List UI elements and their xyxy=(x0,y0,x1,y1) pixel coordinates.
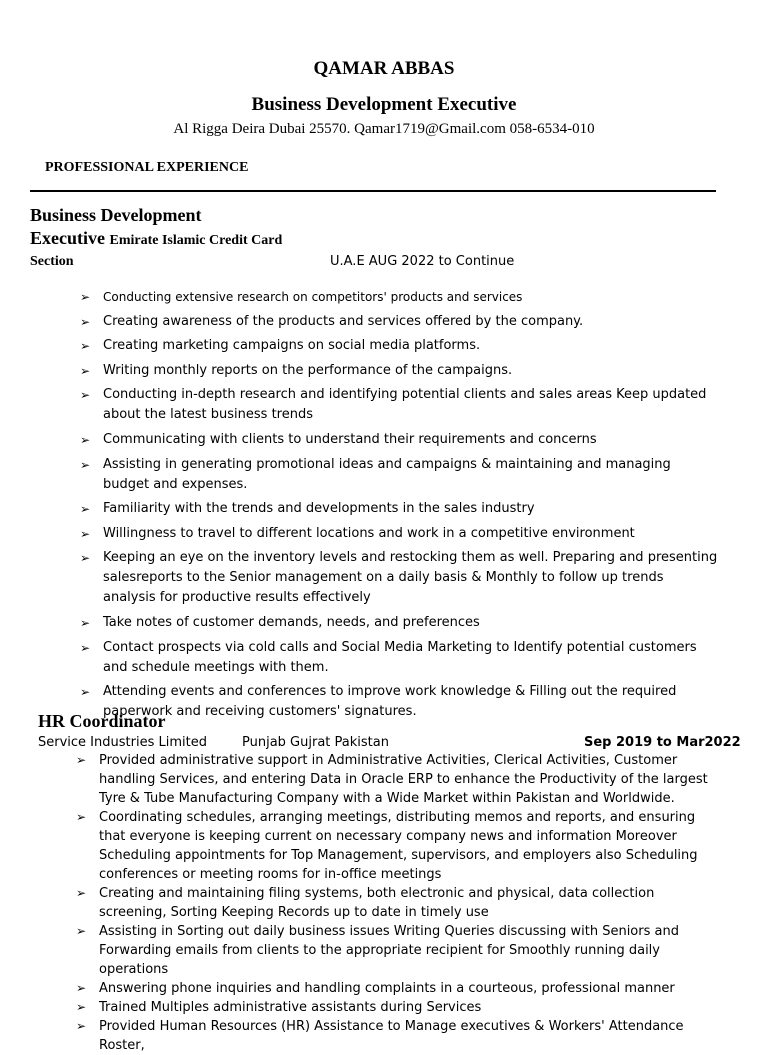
arrow-bullet-icon: ➢ xyxy=(76,886,87,900)
arrow-bullet-icon: ➢ xyxy=(80,388,91,403)
list-item xyxy=(80,430,720,450)
list-item xyxy=(76,922,724,979)
list-item xyxy=(80,455,720,495)
list-item-text: Keeping an eye on the inventory levels and restocking them as well. Preparing and presenting salesreports to the Senior management on a daily basis & Monthly to follow up trends analysis for productive results effectively xyxy=(103,550,718,606)
section-heading: PROFESSIONAL EXPERIENCE xyxy=(45,160,249,175)
arrow-bullet-icon: ➢ xyxy=(80,526,91,541)
arrow-bullet-icon: ➢ xyxy=(76,810,87,824)
arrow-bullet-icon: ➢ xyxy=(80,432,91,447)
arrow-bullet-icon: ➢ xyxy=(80,457,91,472)
list-item xyxy=(76,751,724,808)
arrow-bullet-icon: ➢ xyxy=(80,339,91,354)
job2-bullet-list xyxy=(76,751,724,1055)
contact-line: Al Rigga Deira Dubai 25570. Qamar1719@Gmail.com 058-6534-010 xyxy=(173,121,595,137)
list-item xyxy=(80,638,720,678)
list-item-text: Creating marketing campaigns on social media platforms. xyxy=(103,338,481,354)
list-item xyxy=(76,979,724,998)
arrow-bullet-icon: ➢ xyxy=(76,753,87,767)
list-item xyxy=(80,682,720,722)
candidate-name: QAMAR ABBAS xyxy=(313,58,455,79)
job1-section-label: Section xyxy=(30,254,74,269)
list-item xyxy=(76,808,724,884)
list-item-text: Conducting in-depth research and identifying potential clients and sales areas Keep updated about the latest business trends xyxy=(103,387,707,423)
arrow-bullet-icon: ➢ xyxy=(80,551,91,566)
list-item xyxy=(76,884,724,922)
job1-title-line1: Business Development xyxy=(30,205,202,225)
list-item-text: Take notes of customer demands, needs, and preferences xyxy=(103,614,480,630)
list-item-text: Provided administrative support in Administrative Activities, Clerical Activities, Customer handling Services, and entering Data in Oracle ERP to enhance the Productivity of the largest Tyre & Tube Manufacturing Company with a Wide Market within Pakistan and Worldwide. xyxy=(99,753,708,806)
list-item xyxy=(76,998,724,1017)
job1-company: Emirate Islamic Credit Card xyxy=(109,233,283,248)
arrow-bullet-icon: ➢ xyxy=(80,640,91,655)
job2-company: Service Industries Limited xyxy=(38,735,207,750)
list-item-text: Creating and maintaining filing systems, both electronic and physical, data collection screening, Sorting Keeping Records up to date in timely use xyxy=(99,886,655,920)
list-item-text: Coordinating schedules, arranging meetings, distributing memos and reports, and ensuring that everyone is keeping current on necessary company news and information Moreover Scheduling appointments for Top Management, supervisors, and employers also Scheduling conferences or meeting rooms for in-office meetings xyxy=(99,810,698,882)
list-item xyxy=(80,499,720,519)
arrow-bullet-icon: ➢ xyxy=(80,314,91,329)
list-item-text: Creating awareness of the products and services offered by the company. xyxy=(103,313,584,329)
arrow-bullet-icon: ➢ xyxy=(76,981,87,995)
job2-title: HR Coordinator xyxy=(38,711,166,731)
list-item-text: Assisting in Sorting out daily business issues Writing Queries discussing with Seniors and Forwarding emails from clients to the appropriate recipient for Smoothly running daily operations xyxy=(99,924,679,977)
arrow-bullet-icon: ➢ xyxy=(76,1000,87,1014)
list-item xyxy=(80,548,720,608)
job2-date: Sep 2019 to Mar2022 xyxy=(584,735,741,750)
list-item-text: Trained Multiples administrative assistants during Services xyxy=(99,1000,482,1015)
list-item-text: Communicating with clients to understand their requirements and concerns xyxy=(103,431,597,447)
list-item xyxy=(76,1017,724,1055)
arrow-bullet-icon: ➢ xyxy=(80,502,91,517)
job1-title-line2 xyxy=(30,228,282,249)
arrow-bullet-icon: ➢ xyxy=(80,685,91,700)
job2-location: Punjab Gujrat Pakistan xyxy=(242,735,389,750)
list-item-text: Assisting in generating promotional ideas and campaigns & maintaining and managing budget and expenses. xyxy=(103,456,671,492)
arrow-bullet-icon: ➢ xyxy=(76,1019,87,1033)
job1-bullet-list xyxy=(80,287,720,727)
list-item-text: Willingness to travel to different locations and work in a competitive environment xyxy=(103,525,635,541)
list-item-text: Conducting extensive research on competitors' products and services xyxy=(103,290,523,304)
list-item-text: Provided Human Resources (HR) Assistance to Manage executives & Workers' Attendance Roster, xyxy=(99,1019,684,1053)
list-item xyxy=(80,613,720,633)
list-item xyxy=(80,524,720,544)
job1-date: U.A.E AUG 2022 to Continue xyxy=(330,254,515,269)
list-item xyxy=(80,312,720,332)
job1-title-word: Executive xyxy=(30,228,105,248)
list-item xyxy=(80,361,720,381)
list-item xyxy=(80,336,720,356)
arrow-bullet-icon: ➢ xyxy=(76,924,87,938)
list-item-text: Contact prospects via cold calls and Social Media Marketing to Identify potential customers and schedule meetings with them. xyxy=(103,639,697,675)
arrow-bullet-icon: ➢ xyxy=(80,290,91,304)
arrow-bullet-icon: ➢ xyxy=(80,615,91,630)
list-item-text: Writing monthly reports on the performance of the campaigns. xyxy=(103,362,513,378)
arrow-bullet-icon: ➢ xyxy=(80,363,91,378)
candidate-title: Business Development Executive xyxy=(251,94,517,115)
list-item-text: Familiarity with the trends and developments in the sales industry xyxy=(103,501,535,517)
list-item-text: Attending events and conferences to improve work knowledge & Filling out the required paperwork and receiving customers' signatures. xyxy=(103,684,677,720)
section-divider xyxy=(30,190,716,192)
list-item xyxy=(80,385,720,425)
list-item xyxy=(80,287,720,307)
list-item-text: Answering phone inquiries and handling complaints in a courteous, professional manner xyxy=(99,981,675,996)
